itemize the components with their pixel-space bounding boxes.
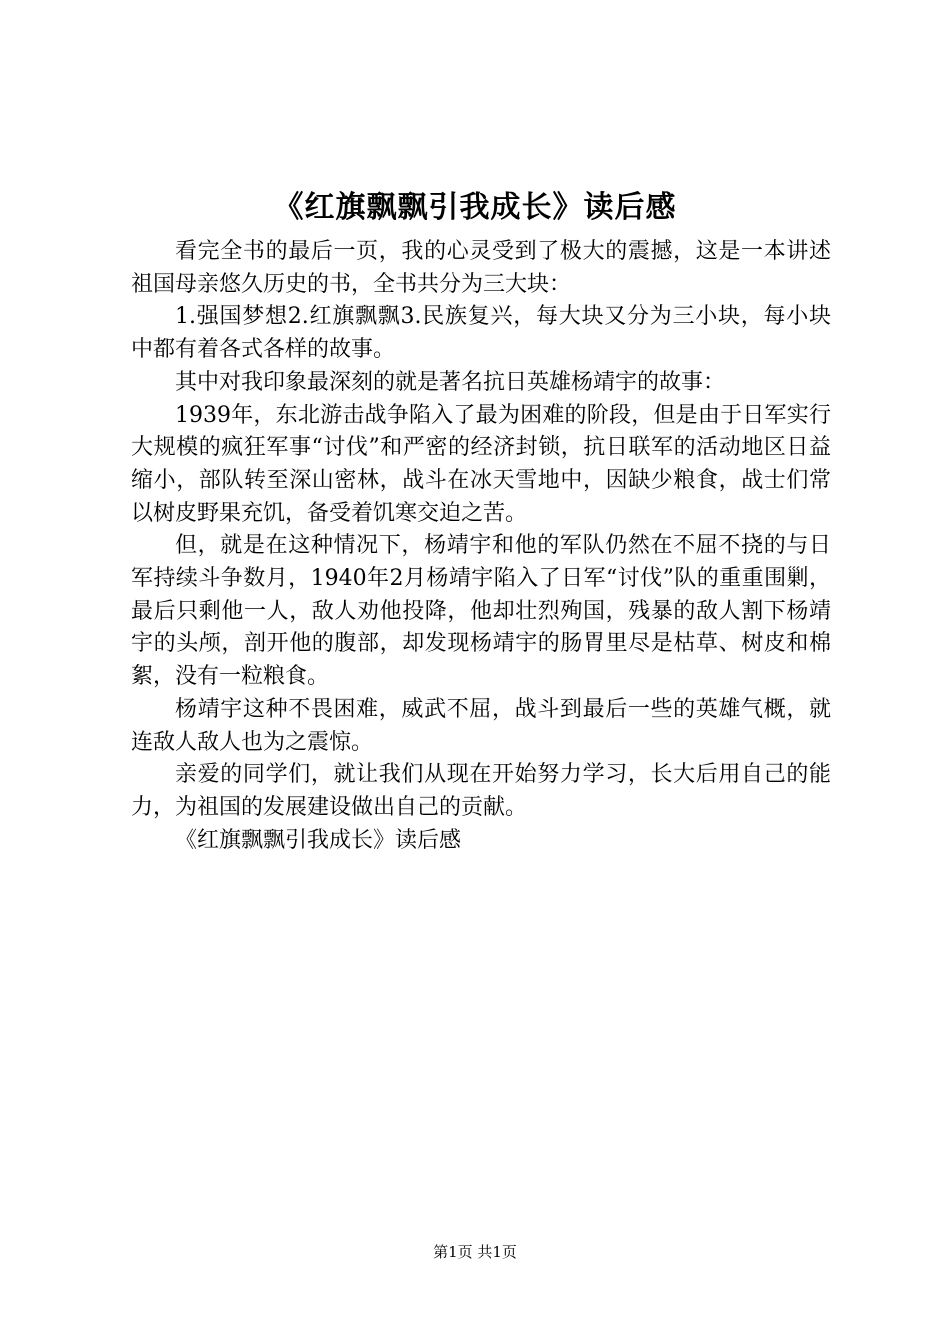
page-footer: 第1页 共1页 <box>433 1243 517 1261</box>
paragraph: 但，就是在这种情况下，杨靖宇和他的军队仍然在不屈不挠的与日军持续斗争数月，1940年2月杨靖宇陷入了日军“讨伐”队的重重围剿，最后只剩他一人，敌人劝他投降，他却壮烈殉国，残暴的敌人割下杨靖宇的头颅，剖开他的腹部，却发现杨靖宇的肠胃里尽是枯草、树皮和棉絮，没有一粒粮食。 <box>131 533 831 690</box>
paragraph: 亲爱的同学们，就让我们从现在开始努力学习，长大后用自己的能力，为祖国的发展建设做出自己的贡献。 <box>131 762 831 820</box>
document-body <box>131 236 831 857</box>
paragraph: 看完全书的最后一页，我的心灵受到了极大的震撼，这是一本讲述祖国母亲悠久历史的书，全书共分为三大块： <box>131 239 831 297</box>
paragraph: 1939年，东北游击战争陷入了最为困难的阶段，但是由于日军实行大规模的疯狂军事“讨伐”和严密的经济封锁，抗日联军的活动地区日益缩小，部队转至深山密林，战斗在冰天雪地中，因缺少粮食，战士们常以树皮野果充饥，备受着饥寒交迫之苦。 <box>131 402 831 526</box>
paragraph: 1.强国梦想2.红旗飘飘3.民族复兴，每大块又分为三小块，每小块中都有着各式各样的故事。 <box>131 304 831 363</box>
paragraph: 杨靖宇这种不畏困难，威武不屈，战斗到最后一些的英雄气概，就连敌人敌人也为之震惊。 <box>131 696 831 755</box>
document-title: 《红旗飘飘引我成长》读后感 <box>273 190 677 225</box>
paragraph: 其中对我印象最深刻的就是著名抗日英雄杨靖宇的故事： <box>175 369 726 395</box>
closing-title-line: 《红旗飘飘引我成长》读后感 <box>175 827 462 853</box>
